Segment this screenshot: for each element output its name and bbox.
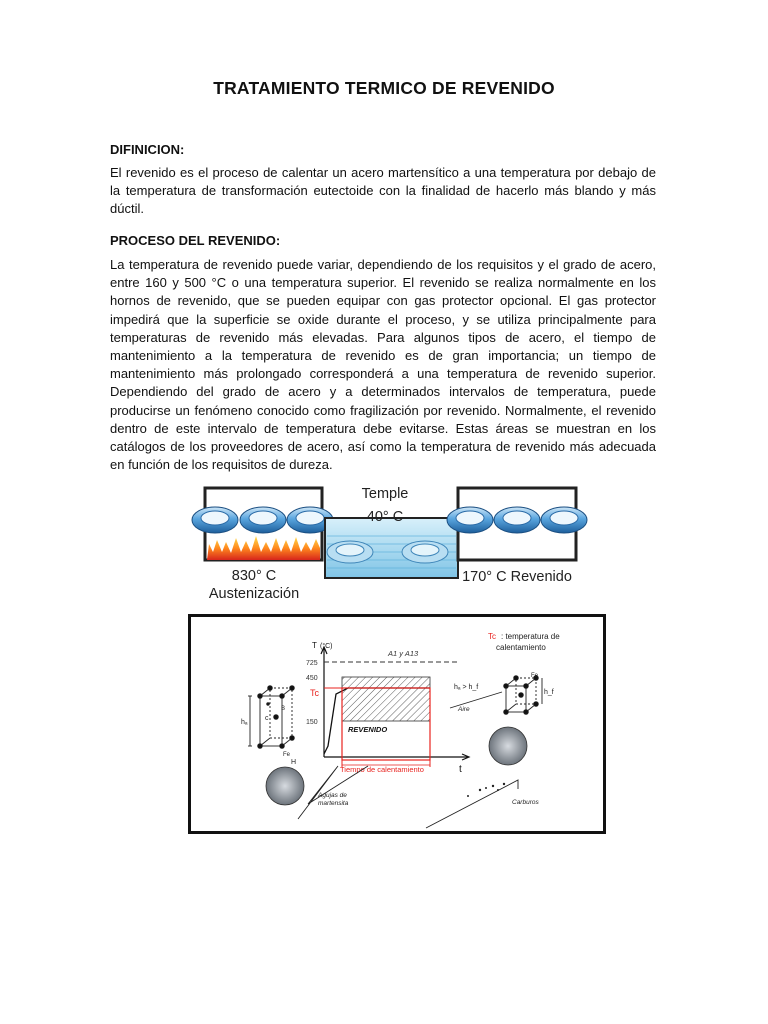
revenido-label: REVENIDO — [348, 725, 388, 734]
process-heading: PROCESO DEL REVENIDO: — [110, 233, 281, 248]
tick-450: 450 — [306, 675, 318, 682]
y-axis-label: T — [312, 641, 317, 650]
agujas-label-2: martensita — [318, 800, 349, 807]
process-paragraph: La temperatura de revenido puede variar, dependiendo de los requisitos y el grado de acero, entre 160 y 500 °C o una temperatura superior. El revenido se realiza normalmente en los hornos de revenido, que se pueden equipar con gas protector opcional. El gas protector impedirá que la superficie se oxide durante el proceso, y se utiliza principalmente para temperaturas de revenido más elevadas. Para algunos tipos de acero, el tiempo de mantenimiento a la temperatura de revenido es de gran importancia; un tiempo de mantenimiento más prolongado corresponderá a una temperatura de revenido superior. Dependiendo del grado de acero y a determinados intervalos de temperatura, puede producirse un fenómeno conocido como fragilización por revenido. Normalmente, el revenido dentro de este intervalo de temperatura debe evitarse. Estas áreas se muestran en los catálogos de los proveedores de acero, así como la temperatura de revenido más adecuada en función de los requisitos de dureza. — [110, 257, 656, 473]
label-fe-left: Fe — [283, 752, 291, 758]
page-title: TRATAMIENTO TERMICO DE REVENIDO — [213, 78, 555, 98]
tempered-grain-icon — [489, 727, 527, 765]
austenization-temperature: 830° C — [231, 568, 277, 584]
quench-tank — [325, 518, 458, 578]
tempering-label: 170° C Revenido — [462, 569, 572, 585]
definition-heading: DIFINICION: — [110, 142, 185, 157]
martensite-grain-icon — [266, 767, 304, 805]
aire-label: Aire — [458, 706, 470, 713]
time-label: Tiempo de calentamiento — [340, 765, 424, 774]
carburos-label: Carburos — [512, 799, 539, 806]
label-b: B — [281, 706, 286, 712]
tick-725: 725 — [306, 660, 318, 667]
tempering-diagram — [188, 614, 606, 834]
quench-temper-figure — [180, 478, 600, 604]
x-axis-label: t — [459, 764, 462, 775]
y-axis-unit: (°C) — [320, 643, 333, 650]
austenization-label: Austenización — [208, 586, 300, 602]
submerged-ring-icon — [327, 541, 373, 563]
ha-hf-relation: hₐ > h_f — [454, 684, 479, 691]
steel-ring-icon — [494, 507, 540, 533]
tick-150: 150 — [306, 719, 318, 726]
label-h: H — [291, 759, 297, 766]
steel-ring-icon — [192, 507, 238, 533]
label-c: c — [265, 715, 269, 722]
quench-temperature: 40° C — [366, 509, 404, 525]
legend-description-2: calentamiento — [496, 643, 546, 652]
steel-ring-icon — [240, 507, 286, 533]
tempering-range — [342, 677, 430, 721]
label-fe-right: Fe — [531, 673, 539, 679]
quench-label: Temple — [361, 486, 409, 502]
legend-tc: Tc — [488, 632, 496, 641]
label-hf: h_f — [544, 689, 554, 696]
steel-ring-icon — [447, 507, 493, 533]
submerged-ring-icon — [402, 541, 448, 563]
steel-ring-icon — [541, 507, 587, 533]
transformation-label: A1 y A13 — [388, 649, 419, 658]
legend-description-1: : temperatura de — [501, 632, 560, 641]
label-ha: hₐ — [241, 719, 248, 726]
agujas-label-1: Agujas de — [318, 792, 347, 799]
tc-axis-label: Tc — [310, 688, 319, 698]
tempering-furnace — [447, 488, 587, 560]
definition-paragraph: El revenido es el proceso de calentar un acero martensítico a una temperatura por debajo de la temperatura de transformación eutectoide con la finalidad de hacerlo más blando y más dúctil. — [110, 165, 656, 217]
austenization-furnace — [192, 488, 333, 560]
